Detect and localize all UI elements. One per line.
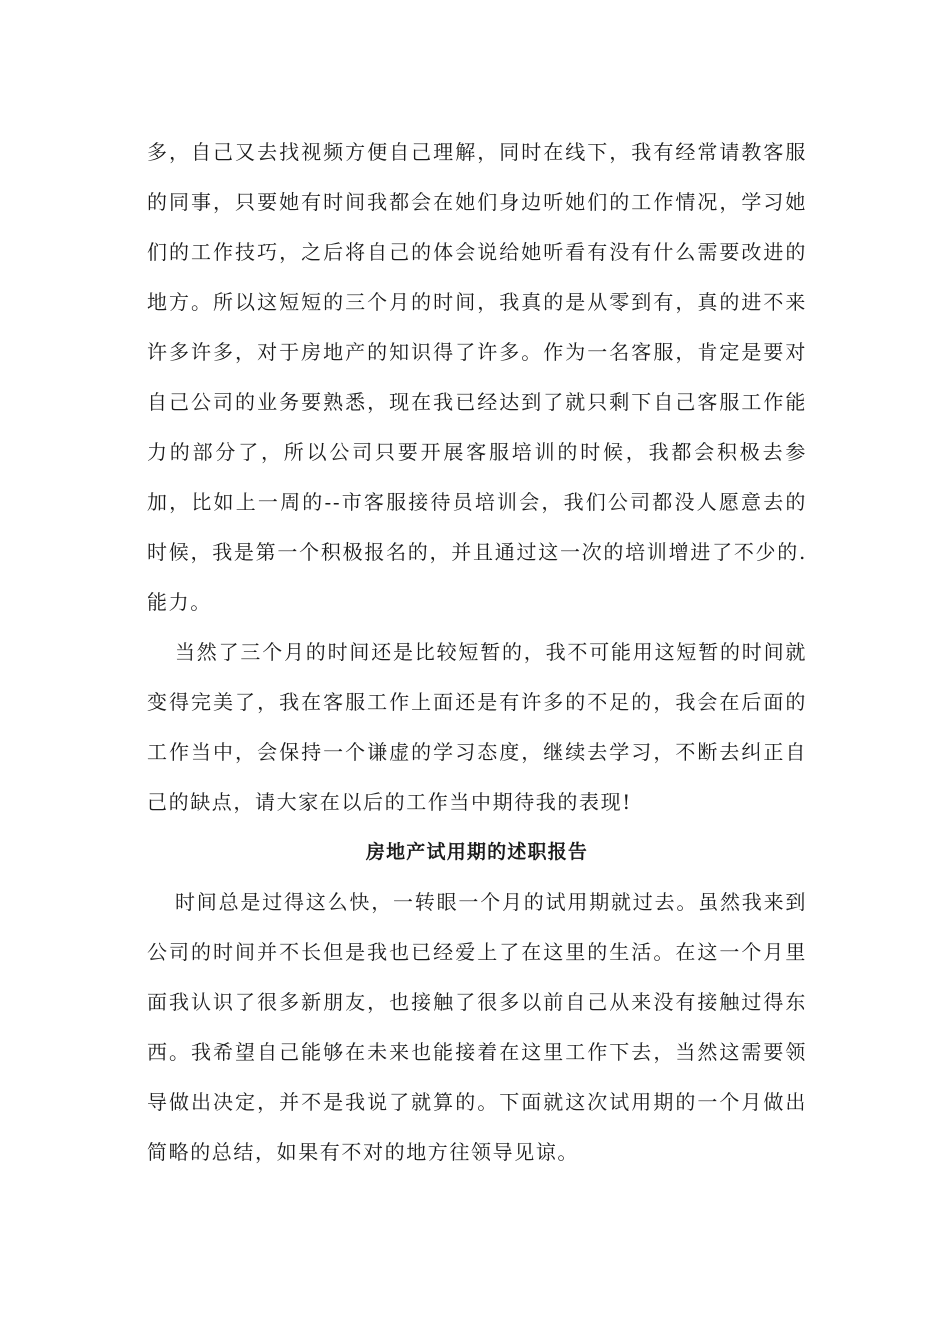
paragraph-intro: 时间总是过得这么快，一转眼一个月的试用期就过去。虽然我来到公司的时间并不长但是我也已经爱上了在这里的生活。在这一个月里面我认识了很多新朋友，也接触了很多以前自己从来没有接触过得东西。我希望自己能够在未来也能接着在这里工作下去，当然这需要领导做出决定，并不是我说了就算的。下面就这次试用期的一个月做出简略的总结，如果有不对的地方往领导见谅。: [147, 890, 807, 1164]
document-body: [147, 127, 807, 1177]
paragraph-conclusion: 当然了三个月的时间还是比较短暂的，我不可能用这短暂的时间就变得完美了，我在客服工作上面还是有许多的不足的，我会在后面的工作当中，会保持一个谦虚的学习态度，继续去学习，不断去纠正自己的缺点，请大家在以后的工作当中期待我的表现!: [147, 640, 807, 814]
section-title: 房地产试用期的述职报告: [365, 841, 589, 863]
paragraph-continued: 多，自己又去找视频方便自己理解，同时在线下，我有经常请教客服的同事，只要她有时间我都会在她们身边听她们的工作情况，学习她们的工作技巧，之后将自己的体会说给她听看有没有什么需要改进的地方。所以这短短的三个月的时间，我真的是从零到有，真的进不来许多许多，对于房地产的知识得了许多。作为一名客服，肯定是要对自己公司的业务要熟悉，现在我已经达到了就只剩下自己客服工作能力的部分了，所以公司只要开展客服培训的时候，我都会积极去参加，比如上一周的--市客服接待员培训会，我们公司都没人愿意去的时候，我是第一个积极报名的，并且通过这一次的培训增进了不少的.能力。: [147, 140, 807, 614]
